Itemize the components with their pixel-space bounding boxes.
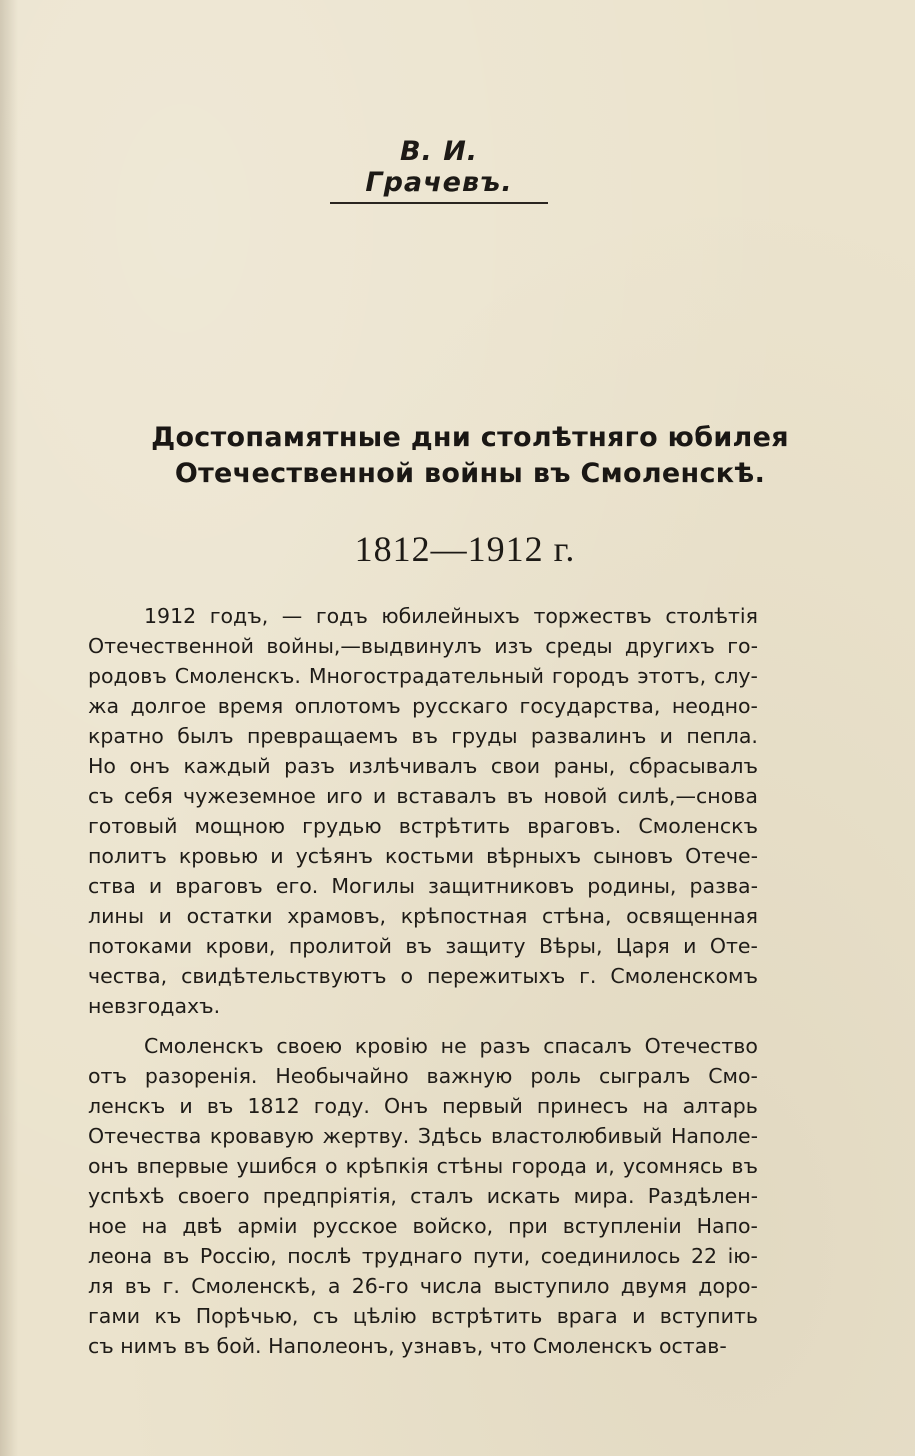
text-line: ства и враговъ его. Могилы защитниковъ родины, разва-	[88, 874, 758, 898]
text-line: невзгодахъ.	[88, 994, 221, 1018]
paragraph	[88, 601, 758, 1021]
text-line: Отечественной войны,—выдвинулъ изъ среды другихъ го-	[88, 634, 758, 658]
article-title	[100, 420, 840, 492]
text-line: съ себя чужеземное иго и вставалъ въ новой силѣ,—снова	[88, 784, 758, 808]
text-line: Но онъ каждый разъ излѣчивалъ свои раны, сбрасывалъ	[88, 754, 758, 778]
text-line: леона въ Россію, послѣ труднаго пути, соединилось 22 ію-	[88, 1244, 758, 1268]
paragraph	[88, 1031, 758, 1361]
text-line: ное на двѣ арміи русское войско, при вступленіи Напо-	[88, 1214, 758, 1238]
text-line: родовъ Смоленскъ. Многострадательный городъ этотъ, слу-	[88, 664, 758, 688]
text-line: ля въ г. Смоленскѣ, а 26-го числа выступило двумя доро-	[88, 1274, 758, 1298]
author-name: В. И. Грачевъ.	[330, 136, 548, 204]
page-shadow	[0, 0, 18, 1456]
text-line: потоками крови, пролитой въ защиту Вѣры, Царя и Оте-	[88, 934, 758, 958]
title-line-1: Достопамятные дни столѣтняго юбилея	[151, 422, 789, 453]
text-line: политъ кровью и усѣянъ костьми вѣрныхъ сыновъ Отече-	[88, 844, 758, 868]
text-line: ленскъ и въ 1812 году. Онъ первый принесъ на алтарь	[88, 1094, 758, 1118]
text-line: готовый мощною грудью встрѣтить враговъ. Смоленскъ	[88, 814, 758, 838]
text-line: отъ разоренія. Необычайно важную роль сыгралъ Смо-	[88, 1064, 758, 1088]
text-line: лины и остатки храмовъ, крѣпостная стѣна, освященная	[88, 904, 758, 928]
body-text	[88, 601, 758, 1361]
years-heading: 1812—1912 г.	[354, 529, 576, 569]
text-line: Отечества кровавую жертву. Здѣсь властолюбивый Наполе-	[88, 1124, 758, 1148]
text-line: успѣхѣ своего предпріятія, сталъ искать мира. Раздѣлен-	[88, 1184, 758, 1208]
text-line: чества, свидѣтельствуютъ о пережитыхъ г. Смоленскомъ	[88, 964, 758, 988]
text-line: гами къ Порѣчью, съ цѣлію встрѣтить врага и вступить	[88, 1304, 758, 1328]
text-line: кратно былъ превращаемъ въ груды развалинъ и пепла.	[88, 724, 758, 748]
text-line: жа долгое время оплотомъ русскаго государства, неодно-	[88, 694, 758, 718]
title-line-2: Отечественной войны въ Смоленскѣ.	[174, 458, 766, 489]
text-line: Смоленскъ своею кровію не разъ спасалъ Отечество	[144, 1034, 758, 1058]
text-line: онъ впервые ушибся о крѣпкія стѣны города и, усомнясь въ	[88, 1154, 758, 1178]
text-line: 1912 годъ, — годъ юбилейныхъ торжествъ столѣтія	[144, 604, 758, 628]
text-line: съ нимъ въ бой. Наполеонъ, узнавъ, что Смоленскъ остав-	[88, 1334, 727, 1358]
